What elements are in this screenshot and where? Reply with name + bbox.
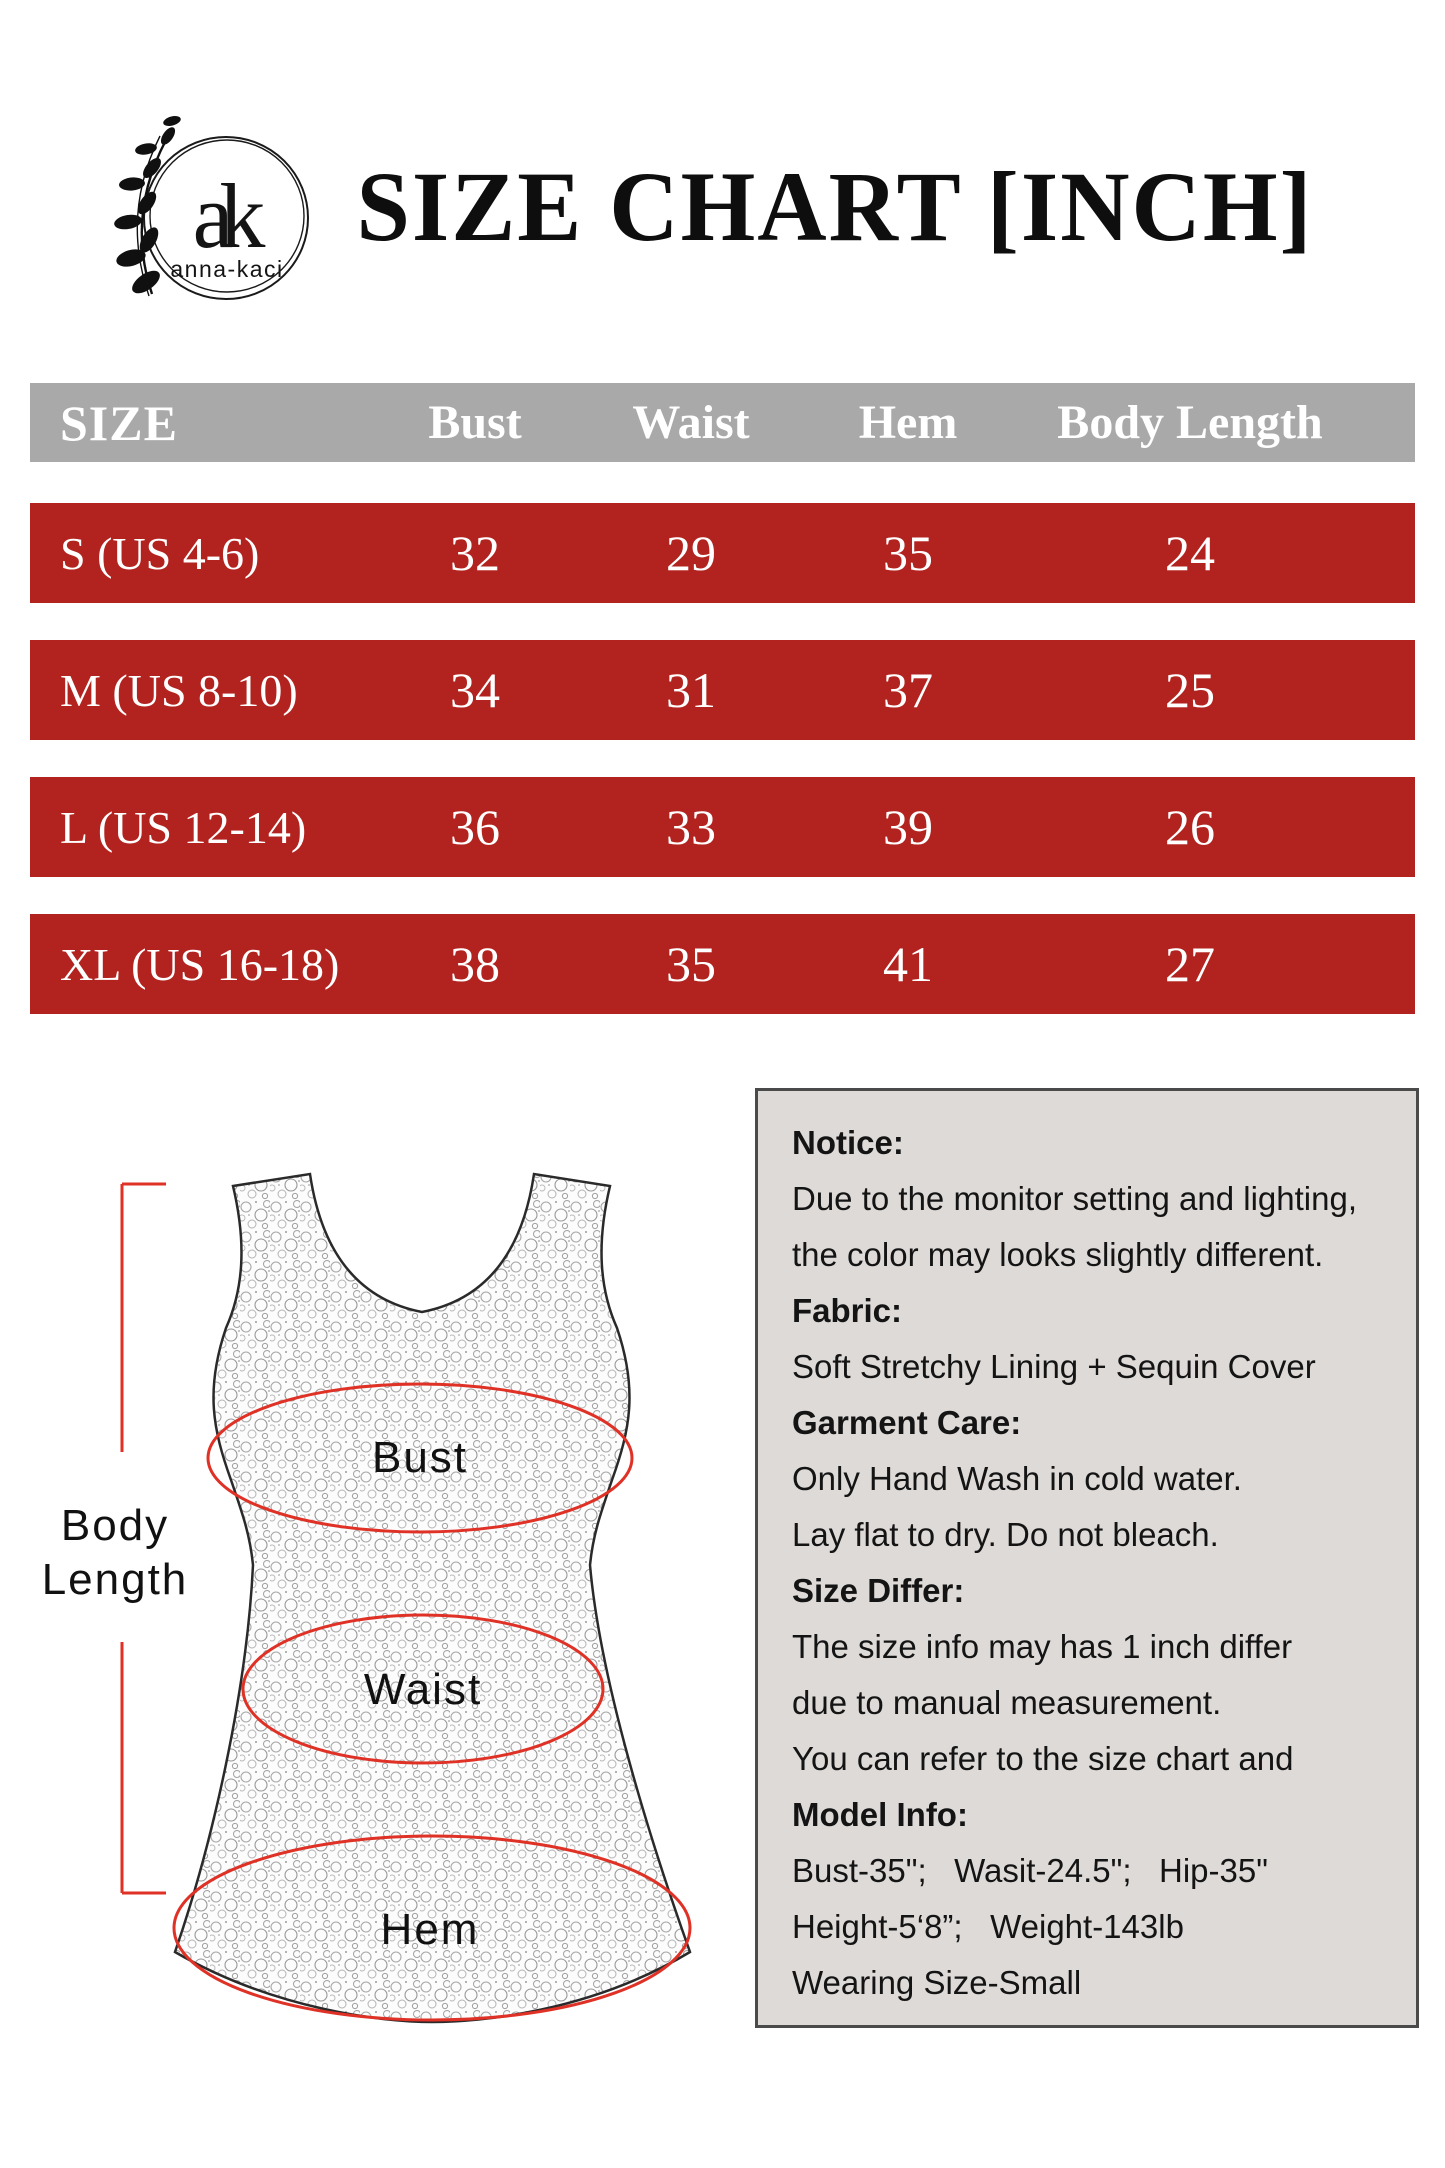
waist-label: Waist bbox=[363, 1665, 483, 1714]
header-hem: Hem bbox=[858, 396, 958, 449]
model-info-text: Bust-35"; Wasit-24.5"; Hip-35" bbox=[792, 1852, 1268, 1889]
waist-value: 31 bbox=[666, 662, 716, 718]
body-length-value: 27 bbox=[1165, 936, 1215, 992]
logo-monogram: ak bbox=[192, 165, 252, 267]
garment-care-text: Only Hand Wash in cold water. bbox=[792, 1460, 1242, 1497]
size-label: L (US 12-14) bbox=[60, 801, 307, 853]
body-length-value: 26 bbox=[1165, 799, 1215, 855]
hem-value: 35 bbox=[883, 525, 933, 581]
body-length-value: 25 bbox=[1165, 662, 1215, 718]
bust-value: 38 bbox=[450, 936, 500, 992]
size-label: XL (US 16-18) bbox=[60, 938, 340, 990]
header-bust: Bust bbox=[428, 396, 522, 449]
garment-diagram bbox=[0, 1140, 745, 2070]
hem-value: 37 bbox=[883, 662, 933, 718]
header-waist: Waist bbox=[632, 396, 750, 449]
notice-heading: Notice: bbox=[792, 1124, 904, 1161]
notice-text: Due to the monitor setting and lighting, bbox=[792, 1180, 1358, 1217]
bust-value: 34 bbox=[450, 662, 500, 718]
body-length-value: 24 bbox=[1165, 525, 1215, 581]
model-info-text: Wearing Size-Small bbox=[792, 1964, 1082, 2001]
table-row bbox=[30, 503, 1415, 603]
notice-text: the color may looks slightly different. bbox=[792, 1236, 1324, 1273]
hem-value: 39 bbox=[883, 799, 933, 855]
page-title: SIZE CHART [INCH] bbox=[356, 150, 1314, 263]
bust-value: 36 bbox=[450, 799, 500, 855]
size-differ-text: due to manual measurement. bbox=[792, 1684, 1222, 1721]
waist-value: 35 bbox=[666, 936, 716, 992]
garment-care-heading: Garment Care: bbox=[792, 1404, 1022, 1441]
size-differ-heading: Size Differ: bbox=[792, 1572, 965, 1609]
waist-value: 33 bbox=[666, 799, 716, 855]
table-row bbox=[30, 914, 1415, 1014]
garment-care-text: Lay flat to dry. Do not bleach. bbox=[792, 1516, 1219, 1553]
table-header-row bbox=[30, 383, 1415, 462]
bust-value: 32 bbox=[450, 525, 500, 581]
hem-label: Hem bbox=[380, 1905, 480, 1954]
header-body-length: Body Length bbox=[1057, 396, 1323, 449]
size-differ-text: The size info may has 1 inch differ bbox=[792, 1628, 1293, 1665]
brand-logo bbox=[80, 95, 330, 315]
body-length-label-line2: Length bbox=[41, 1555, 189, 1604]
size-differ-text: You can refer to the size chart and bbox=[792, 1740, 1294, 1777]
size-label: S (US 4-6) bbox=[60, 527, 260, 579]
table-row bbox=[30, 777, 1415, 877]
model-info-text: Height-5‘8”; Weight-143lb bbox=[792, 1908, 1184, 1945]
size-label: M (US 8-10) bbox=[60, 664, 298, 716]
waist-value: 29 bbox=[666, 525, 716, 581]
body-length-label-line1: Body bbox=[60, 1501, 170, 1550]
bust-label: Bust bbox=[371, 1433, 469, 1482]
model-info-heading: Model Info: bbox=[792, 1796, 968, 1833]
header-size: SIZE bbox=[60, 394, 178, 451]
fabric-heading: Fabric: bbox=[792, 1292, 903, 1329]
tank-top-outline bbox=[175, 1174, 690, 2022]
table-row bbox=[30, 640, 1415, 740]
fabric-text: Soft Stretchy Lining + Sequin Cover bbox=[792, 1348, 1316, 1385]
product-info-box bbox=[755, 1088, 1419, 2028]
logo-brand-name: anna-kaci bbox=[170, 256, 284, 282]
hem-value: 41 bbox=[883, 936, 933, 992]
